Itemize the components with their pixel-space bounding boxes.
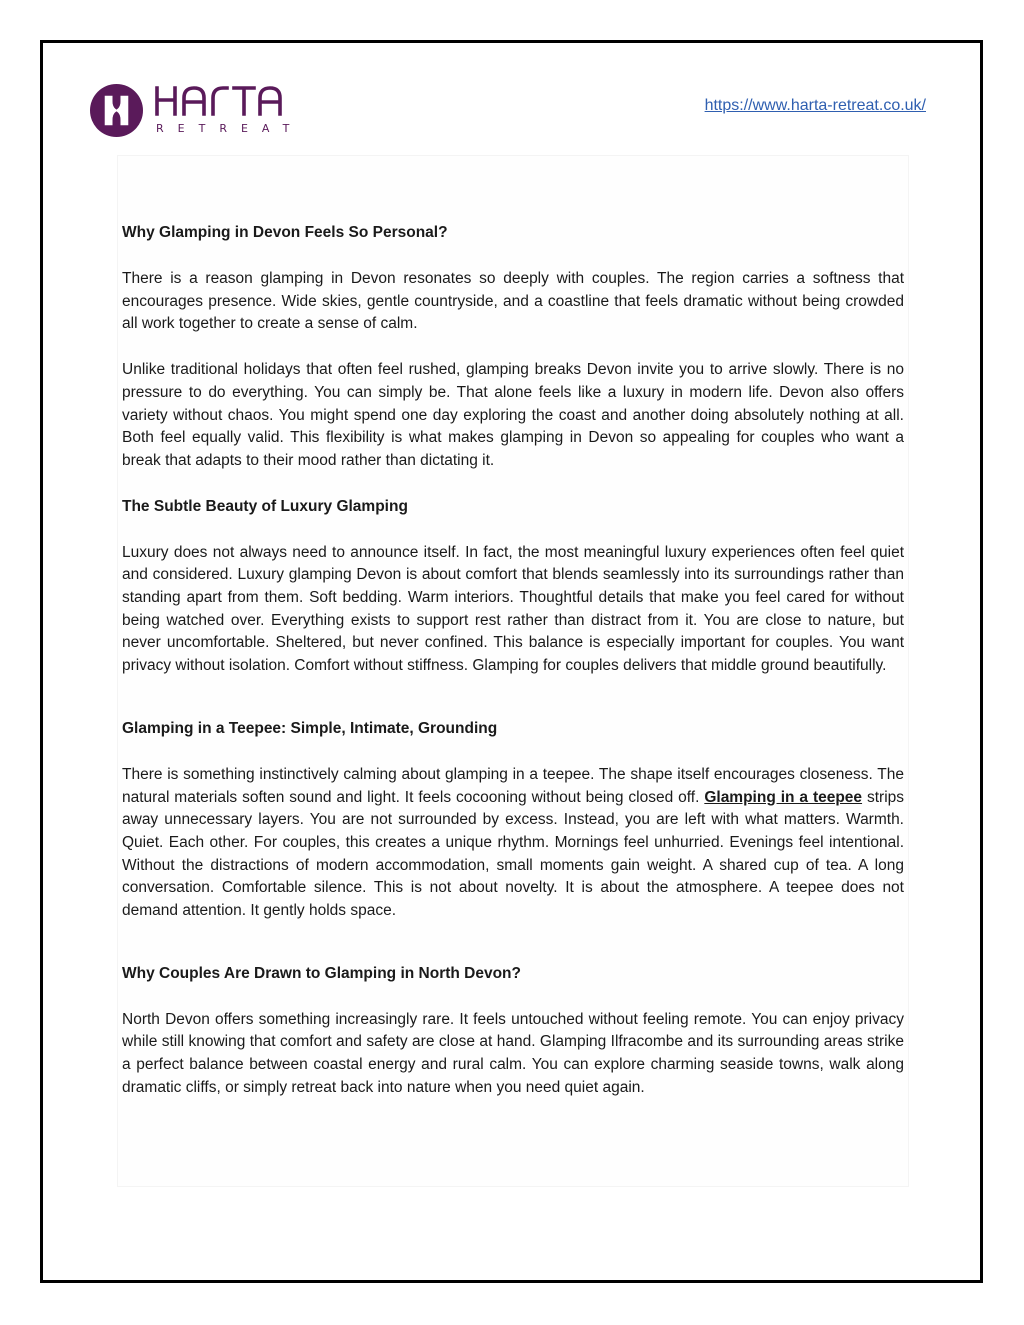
harta-retreat-logo[interactable] — [90, 84, 303, 137]
article-content — [117, 155, 909, 1187]
paragraph-text: There is something instinctively calming about glamping in a teepee. The shape itself encourages closeness. The natural materials soften sound and light. It feels cocooning without being closed off. — [122, 765, 904, 806]
section-heading: The Subtle Beauty of Luxury Glamping — [122, 497, 408, 515]
logo-mark-icon — [90, 84, 143, 137]
paragraph: There is a reason glamping in Devon resonates so deeply with couples. The region carries a softness that encourages presence. Wide skies, gentle countryside, and a coastline that feels dramatic without being crowded all work together to create a sense of calm. — [122, 270, 904, 333]
paragraph: Luxury does not always need to announce itself. In fact, the most meaningful luxury experiences often feel quiet and considered. Luxury glamping Devon is about comfort that blends seamlessly into its surroundings rather than standing apart from them. Soft bedding. Warm interiors. Thoughtful details that make you feel cared for without being watched over. Everything exists to support rest rather than distract from it. You are close to nature, but never uncomfortable. Sheltered, but never confined. This balance is especially important for couples. You want privacy without isolation. Comfort without stiffness. Glamping for couples delivers that middle ground beautifully. — [122, 543, 904, 675]
paragraph-with-link — [122, 764, 904, 923]
section-heading: Why Glamping in Devon Feels So Personal? — [122, 224, 448, 241]
paragraph: Unlike traditional holidays that often feel rushed, glamping breaks Devon invite you to arrive slowly. There is no pressure to do everything. You can simply be. That alone feels like a luxury in modern life. Devon also offers variety without chaos. You might spend one day exploring the coast and another doing absolutely nothing at all. Both feel equally valid. This flexibility is what makes glamping in Devon so appealing for couples who want a break that adapts to their mood rather than dictating it. — [122, 361, 904, 469]
section-heading: Why Couples Are Drawn to Glamping in North Devon? — [122, 964, 521, 982]
logo-tagline: RETREAT — [156, 122, 304, 135]
glamping-in-a-teepee-link[interactable]: Glamping in a teepee — [704, 788, 863, 806]
website-url-link[interactable]: https://www.harta-retreat.co.uk/ — [704, 97, 926, 114]
paragraph-text: strips away unnecessary layers. You are not surrounded by excess. Instead, you are left with what matters. Warmth. Quiet. Each other. For couples, this creates a unique rhythm. Mornings feel unhurried. Evenings feel intentional. Without the distractions of modern accommodation, small moments gain weight. A shared cup of tea. A long conversation. Comfortable silence. This is not about novelty. It is about the atmosphere. A teepee does not demand attention. It gently holds space. — [122, 788, 905, 920]
paragraph: North Devon offers something increasingly rare. It feels untouched without feeling remote. You can enjoy privacy while still knowing that comfort and safety are close at hand. Glamping Ilfracombe and its surrounding areas strike a perfect balance between coastal energy and rural calm. You can explore charming seaside towns, walk along dramatic cliffs, or simply retreat back into nature when you need quiet again. — [122, 1010, 904, 1096]
logo-wordmark — [154, 86, 284, 116]
section-heading: Glamping in a Teepee: Simple, Intimate, Grounding — [122, 719, 498, 737]
